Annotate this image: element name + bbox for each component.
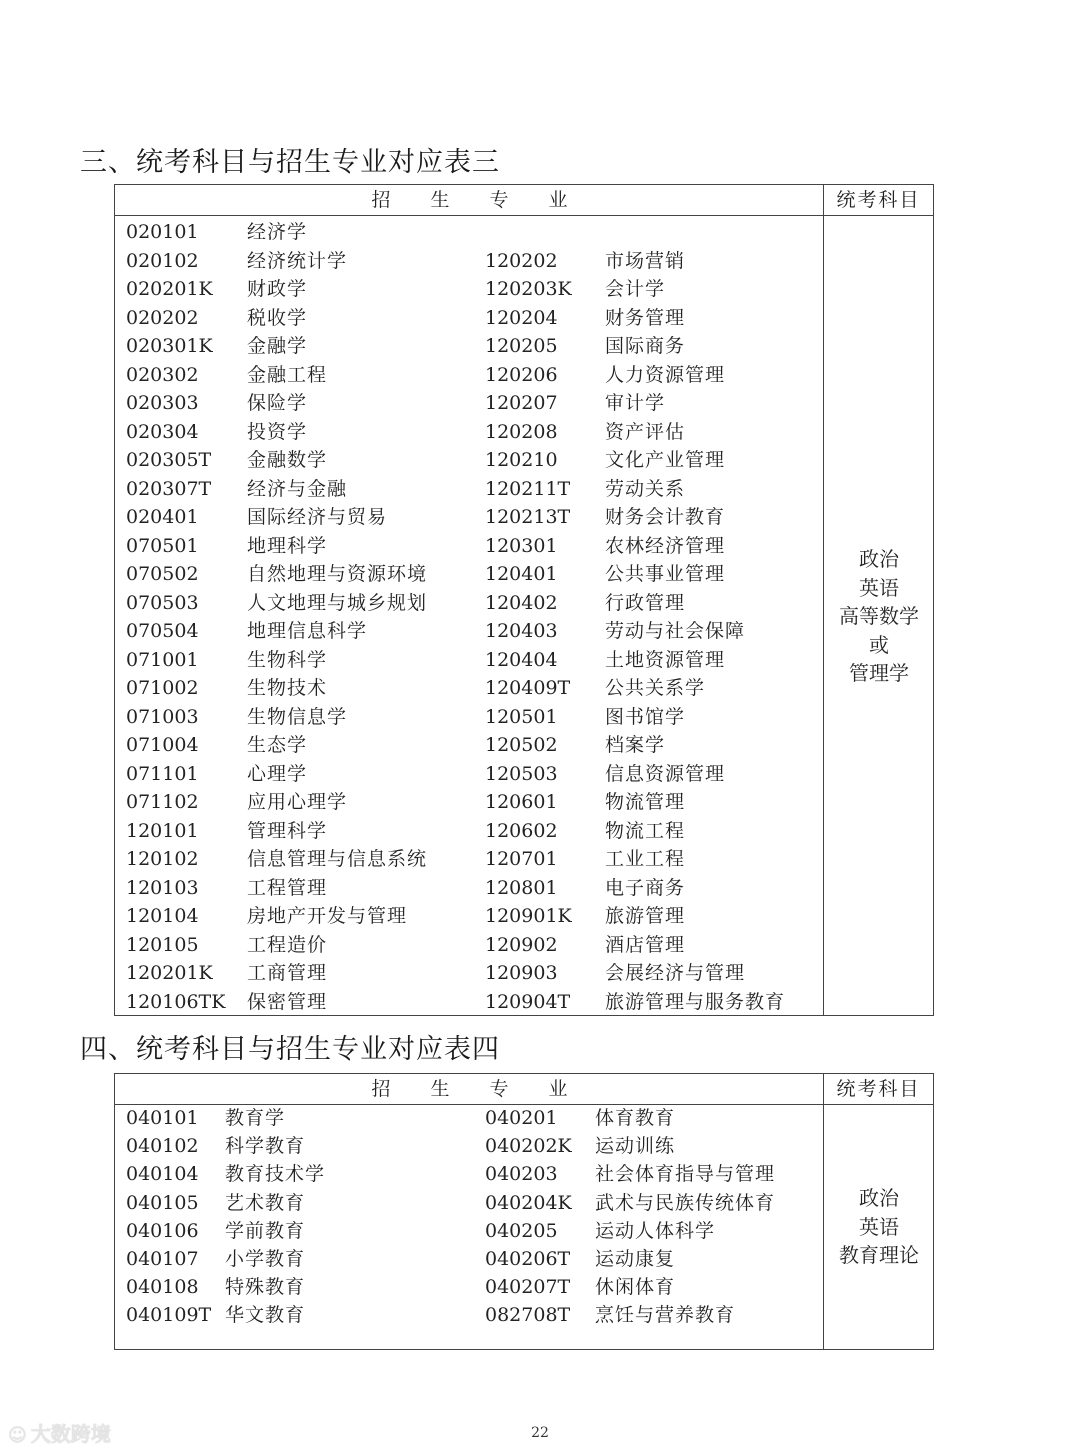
major-name: 公共事业管理 (605, 563, 726, 585)
table-row (115, 1160, 823, 1188)
major-code: 120501 (485, 705, 558, 728)
table-row (115, 988, 823, 1017)
table-4-header (115, 1074, 933, 1105)
major-name: 生物信息学 (247, 705, 348, 728)
major-code: 120903 (485, 962, 558, 984)
major-code: 120101 (126, 819, 199, 842)
header-major: 招生专业 (371, 189, 608, 211)
major-code: 040101 (126, 1107, 199, 1129)
subject-line: 管理学 (849, 661, 909, 685)
table-row (115, 1301, 823, 1329)
major-code: 040104 (126, 1163, 199, 1186)
watermark (8, 1418, 111, 1447)
major-name: 物流管理 (605, 791, 686, 813)
major-name: 劳动与社会保障 (605, 620, 746, 642)
table-row (115, 1245, 823, 1273)
major-name: 工程管理 (247, 876, 328, 899)
table-row (115, 532, 823, 561)
major-name: 财务会计教育 (605, 506, 726, 528)
major-name: 烹饪与营养教育 (595, 1304, 736, 1327)
subjects-4 (825, 1184, 933, 1270)
major-code: 120404 (485, 648, 558, 671)
major-name: 行政管理 (605, 591, 686, 614)
major-name: 小学教育 (225, 1248, 306, 1270)
table-row (115, 646, 823, 675)
major-code: 040207T (485, 1276, 571, 1299)
major-code: 071003 (126, 705, 199, 728)
major-code: 071101 (126, 762, 199, 785)
major-code: 071102 (126, 791, 199, 813)
major-name: 信息管理与信息系统 (247, 848, 428, 870)
major-code: 120201K (126, 962, 213, 984)
major-name: 劳动关系 (605, 477, 686, 500)
major-name: 教育技术学 (225, 1163, 326, 1186)
major-name: 电子商务 (605, 876, 686, 899)
major-name: 运动训练 (595, 1135, 676, 1158)
major-code: 120902 (485, 933, 558, 956)
major-name: 房地产开发与管理 (247, 905, 408, 927)
table-row (115, 845, 823, 874)
major-name: 地理科学 (247, 534, 328, 557)
major-name: 金融学 (247, 335, 308, 357)
major-code: 120202 (485, 249, 558, 272)
major-name: 地理信息科学 (247, 620, 368, 642)
major-name: 运动人体科学 (595, 1219, 716, 1242)
table-row (115, 731, 823, 760)
major-code: 070503 (126, 591, 199, 614)
major-name: 工程造价 (247, 933, 328, 956)
major-code: 120102 (126, 848, 199, 870)
major-name: 休闲体育 (595, 1276, 676, 1299)
header-subject: 统考科目 (836, 1078, 921, 1100)
major-name: 社会体育指导与管理 (595, 1163, 776, 1186)
subject-line: 英语 (859, 575, 899, 600)
major-name: 物流工程 (605, 819, 686, 842)
major-name: 农林经济管理 (605, 534, 726, 557)
table-row (115, 703, 823, 732)
table-row (115, 218, 823, 247)
major-code: 120503 (485, 762, 558, 785)
table-row (115, 1189, 823, 1217)
major-code: 040205 (485, 1219, 558, 1242)
major-code: 120901K (485, 905, 572, 927)
major-code: 120904T (485, 990, 571, 1013)
major-code: 120601 (485, 791, 558, 813)
major-code: 120106TK (126, 990, 226, 1013)
major-name: 科学教育 (225, 1135, 306, 1158)
table-row (115, 475, 823, 504)
subject-line: 政治 (859, 1186, 899, 1210)
major-name: 图书馆学 (605, 705, 686, 728)
major-name: 经济学 (247, 221, 308, 243)
major-name: 武术与民族传统体育 (595, 1191, 776, 1214)
subject-line: 政治 (859, 547, 899, 571)
major-code: 070502 (126, 563, 199, 585)
table-row (115, 503, 823, 532)
subject-line: 或 (869, 632, 889, 657)
major-name: 华文教育 (225, 1304, 306, 1327)
major-name: 生物技术 (247, 677, 328, 699)
major-code: 120210 (485, 449, 558, 471)
major-code: 020401 (126, 506, 199, 528)
table-row (115, 275, 823, 304)
major-code: 040202K (485, 1135, 572, 1158)
major-code: 120203K (485, 278, 572, 300)
major-name: 体育教育 (595, 1107, 676, 1129)
major-name: 人力资源管理 (605, 363, 726, 386)
major-code: 120402 (485, 591, 558, 614)
major-name: 会展经济与管理 (605, 962, 746, 984)
subjects-3 (825, 545, 933, 688)
column-divider (823, 1074, 824, 1349)
major-name: 财务管理 (605, 306, 686, 329)
major-code: 020102 (126, 249, 199, 272)
major-code: 120205 (485, 335, 558, 357)
page-number: 22 (531, 1425, 549, 1441)
major-name: 旅游管理 (605, 905, 686, 927)
major-name: 文化产业管理 (605, 449, 726, 471)
major-name: 人文地理与城乡规划 (247, 591, 428, 614)
major-code: 120401 (485, 563, 558, 585)
major-name: 档案学 (605, 734, 666, 756)
major-name: 审计学 (605, 392, 666, 414)
major-code: 020304 (126, 420, 199, 443)
subject-line: 高等数学 (839, 604, 919, 628)
subject-line: 教育理论 (839, 1243, 919, 1267)
major-code: 120207 (485, 392, 558, 414)
major-name: 经济统计学 (247, 249, 348, 272)
table-row (115, 446, 823, 475)
major-name: 保密管理 (247, 990, 328, 1013)
section3-title: 三、统考科目与招生专业对应表三 (80, 147, 500, 178)
table-row (115, 1273, 823, 1301)
table-row (115, 674, 823, 703)
table-row (115, 959, 823, 988)
major-name: 运动康复 (595, 1248, 676, 1270)
major-code: 020302 (126, 363, 199, 386)
major-name: 金融数学 (247, 449, 328, 471)
major-name: 学前教育 (225, 1219, 306, 1242)
major-code: 120206 (485, 363, 558, 386)
major-code: 120213T (485, 506, 571, 528)
major-name: 土地资源管理 (605, 648, 726, 671)
major-code: 020307T (126, 477, 212, 500)
major-code: 040109T (126, 1304, 212, 1327)
major-code: 040108 (126, 1276, 199, 1299)
table-row (115, 418, 823, 447)
major-code: 120602 (485, 819, 558, 842)
major-name: 会计学 (605, 278, 666, 300)
watermark-icon: ☺ (8, 1425, 27, 1446)
column-divider (823, 185, 824, 1015)
major-name: 信息资源管理 (605, 762, 726, 785)
table-row (115, 931, 823, 960)
table-row (115, 589, 823, 618)
major-code: 071004 (126, 734, 199, 756)
watermark-text: 大数跨境 (30, 1422, 111, 1446)
major-name: 公共关系学 (605, 677, 706, 699)
table-3-header (115, 185, 933, 216)
major-code: 070504 (126, 620, 199, 642)
major-code: 120409T (485, 677, 571, 699)
major-name: 投资学 (247, 420, 308, 443)
table-row (115, 617, 823, 646)
major-code: 120301 (485, 534, 558, 557)
major-name: 资产评估 (605, 420, 686, 443)
subject-line: 英语 (859, 1214, 899, 1239)
table-3 (114, 184, 934, 1016)
major-code: 020101 (126, 221, 199, 243)
major-name: 金融工程 (247, 363, 328, 386)
major-code: 040106 (126, 1219, 199, 1242)
major-name: 工商管理 (247, 962, 328, 984)
table-row (115, 760, 823, 789)
major-code: 040203 (485, 1163, 558, 1186)
table-row (115, 560, 823, 589)
major-name: 生态学 (247, 734, 308, 756)
major-code: 070501 (126, 534, 199, 557)
major-name: 艺术教育 (225, 1191, 306, 1214)
table-row (115, 902, 823, 931)
table-row (115, 389, 823, 418)
major-name: 财政学 (247, 278, 308, 300)
major-code: 120502 (485, 734, 558, 756)
major-name: 经济与金融 (247, 477, 348, 500)
major-name: 国际商务 (605, 335, 686, 357)
table-4 (114, 1073, 934, 1350)
major-code: 120208 (485, 420, 558, 443)
major-code: 040201 (485, 1107, 558, 1129)
table-row (115, 1217, 823, 1245)
major-code: 040206T (485, 1248, 571, 1270)
table-row (115, 361, 823, 390)
header-subject: 统考科目 (836, 189, 921, 211)
major-code: 120403 (485, 620, 558, 642)
major-name: 教育学 (225, 1107, 286, 1129)
major-code: 120801 (485, 876, 558, 899)
major-name: 管理科学 (247, 819, 328, 842)
major-name: 旅游管理与服务教育 (605, 990, 786, 1013)
major-code: 020201K (126, 278, 213, 300)
table-row (115, 304, 823, 333)
table-row (115, 332, 823, 361)
major-name: 应用心理学 (247, 791, 348, 813)
major-code: 020301K (126, 335, 213, 357)
major-code: 020202 (126, 306, 199, 329)
major-name: 税收学 (247, 306, 308, 329)
major-name: 保险学 (247, 392, 308, 414)
major-code: 120701 (485, 848, 558, 870)
major-name: 特殊教育 (225, 1276, 306, 1299)
table-row (115, 1104, 823, 1132)
table-row (115, 247, 823, 276)
header-major: 招生专业 (371, 1078, 608, 1100)
major-code: 120103 (126, 876, 199, 899)
major-code: 120204 (485, 306, 558, 329)
major-name: 市场营销 (605, 249, 686, 272)
table-row (115, 1132, 823, 1160)
major-code: 040105 (126, 1191, 199, 1214)
table-row (115, 788, 823, 817)
table-row (115, 817, 823, 846)
major-code: 020305T (126, 449, 212, 471)
major-name: 生物科学 (247, 648, 328, 671)
major-code: 040107 (126, 1248, 199, 1270)
major-code: 020303 (126, 392, 199, 414)
major-code: 120211T (485, 477, 571, 500)
major-name: 酒店管理 (605, 933, 686, 956)
major-code: 082708T (485, 1304, 571, 1327)
major-code: 071001 (126, 648, 199, 671)
major-name: 工业工程 (605, 848, 686, 870)
major-code: 040204K (485, 1191, 572, 1214)
major-code: 040102 (126, 1135, 199, 1158)
major-name: 国际经济与贸易 (247, 506, 388, 528)
table-row (115, 874, 823, 903)
major-code: 071002 (126, 677, 199, 699)
major-name: 自然地理与资源环境 (247, 563, 428, 585)
major-code: 120104 (126, 905, 199, 927)
section4-title: 四、统考科目与招生专业对应表四 (80, 1034, 500, 1065)
major-code: 120105 (126, 933, 199, 956)
major-name: 心理学 (247, 762, 308, 785)
